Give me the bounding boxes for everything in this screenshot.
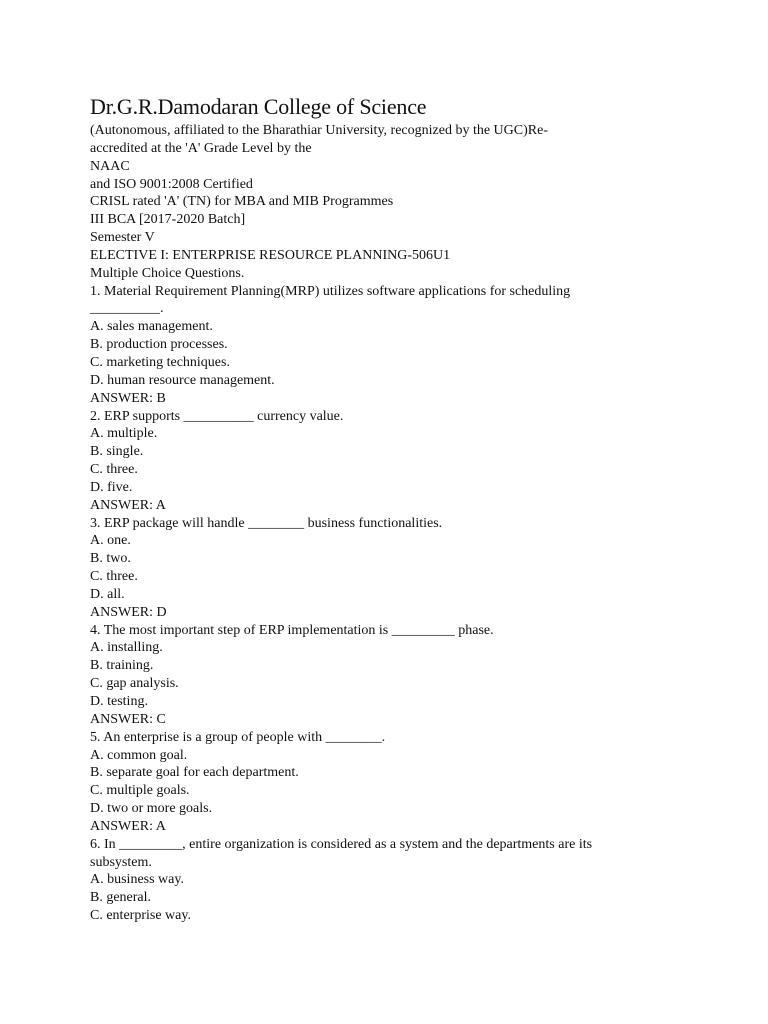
question-text: subsystem. [90,854,152,870]
document-content [90,92,730,925]
option-a: A. multiple. [90,426,158,442]
option-d: D. testing. [90,694,148,709]
option-c: C. marketing techniques. [90,354,230,370]
option-b: B. two. [90,551,131,567]
question-text: 3. ERP package will handle ________ business functionalities. [90,515,443,531]
option-b: B. training. [90,658,154,674]
header-line: Multiple Choice Questions. [90,265,245,281]
header-line: ELECTIVE I: ENTERPRISE RESOURCE PLANNING-506U1 [90,247,451,263]
question-block [90,283,730,408]
option-c: C. three. [90,462,138,478]
option-a: A. common goal. [90,747,188,763]
answer: ANSWER: D [90,604,167,620]
option-b: B. separate goal for each department. [90,765,299,781]
question-block [90,622,730,729]
header-line: CRISL rated 'A' (TN) for MBA and MIB Programmes [90,194,394,210]
option-b: B. single. [90,444,144,460]
header-line: NAAC [90,158,130,174]
answer: ANSWER: A [90,818,166,834]
answer: ANSWER: C [90,711,166,727]
answer: ANSWER: A [90,497,166,513]
header-line: Semester V [90,230,155,246]
option-c: C. three. [90,569,138,585]
header-line: and ISO 9001:2008 Certified [90,176,253,192]
option-b: B. general. [90,890,152,906]
option-c: C. enterprise way. [90,908,191,924]
question-text: 4. The most important step of ERP implementation is _________ phase. [90,622,494,638]
question-block [90,836,730,925]
option-d: D. human resource management. [90,372,275,388]
answer: ANSWER: B [90,390,166,406]
document-title: Dr.G.R.Damodaran College of Science [90,94,427,119]
option-a: A. one. [90,533,131,549]
question-text: 1. Material Requirement Planning(MRP) utilizes software applications for scheduling [90,283,571,299]
option-a: A. business way. [90,872,184,888]
option-d: D. two or more goals. [90,801,213,817]
question-block [90,729,730,836]
option-d: D. all. [90,586,125,602]
question-text: 2. ERP supports __________ currency value. [90,408,344,424]
question-block [90,515,730,622]
header-line: III BCA [2017-2020 Batch] [90,212,246,228]
header-line: accredited at the 'A' Grade Level by the [90,140,312,156]
option-a: A. installing. [90,640,163,656]
option-b: B. production processes. [90,337,228,353]
option-c: C. gap analysis. [90,676,179,692]
option-a: A. sales management. [90,319,213,335]
document-header [90,122,730,283]
question-text: 5. An enterprise is a group of people with ________. [90,729,386,745]
question-text: __________. [90,301,164,317]
option-c: C. multiple goals. [90,783,190,799]
question-block [90,408,730,515]
question-text: 6. In _________, entire organization is considered as a system and the departments are its [90,836,593,852]
option-d: D. five. [90,479,133,495]
header-line: (Autonomous, affiliated to the Bharathiar University, recognized by the UGC)Re- [90,123,548,138]
